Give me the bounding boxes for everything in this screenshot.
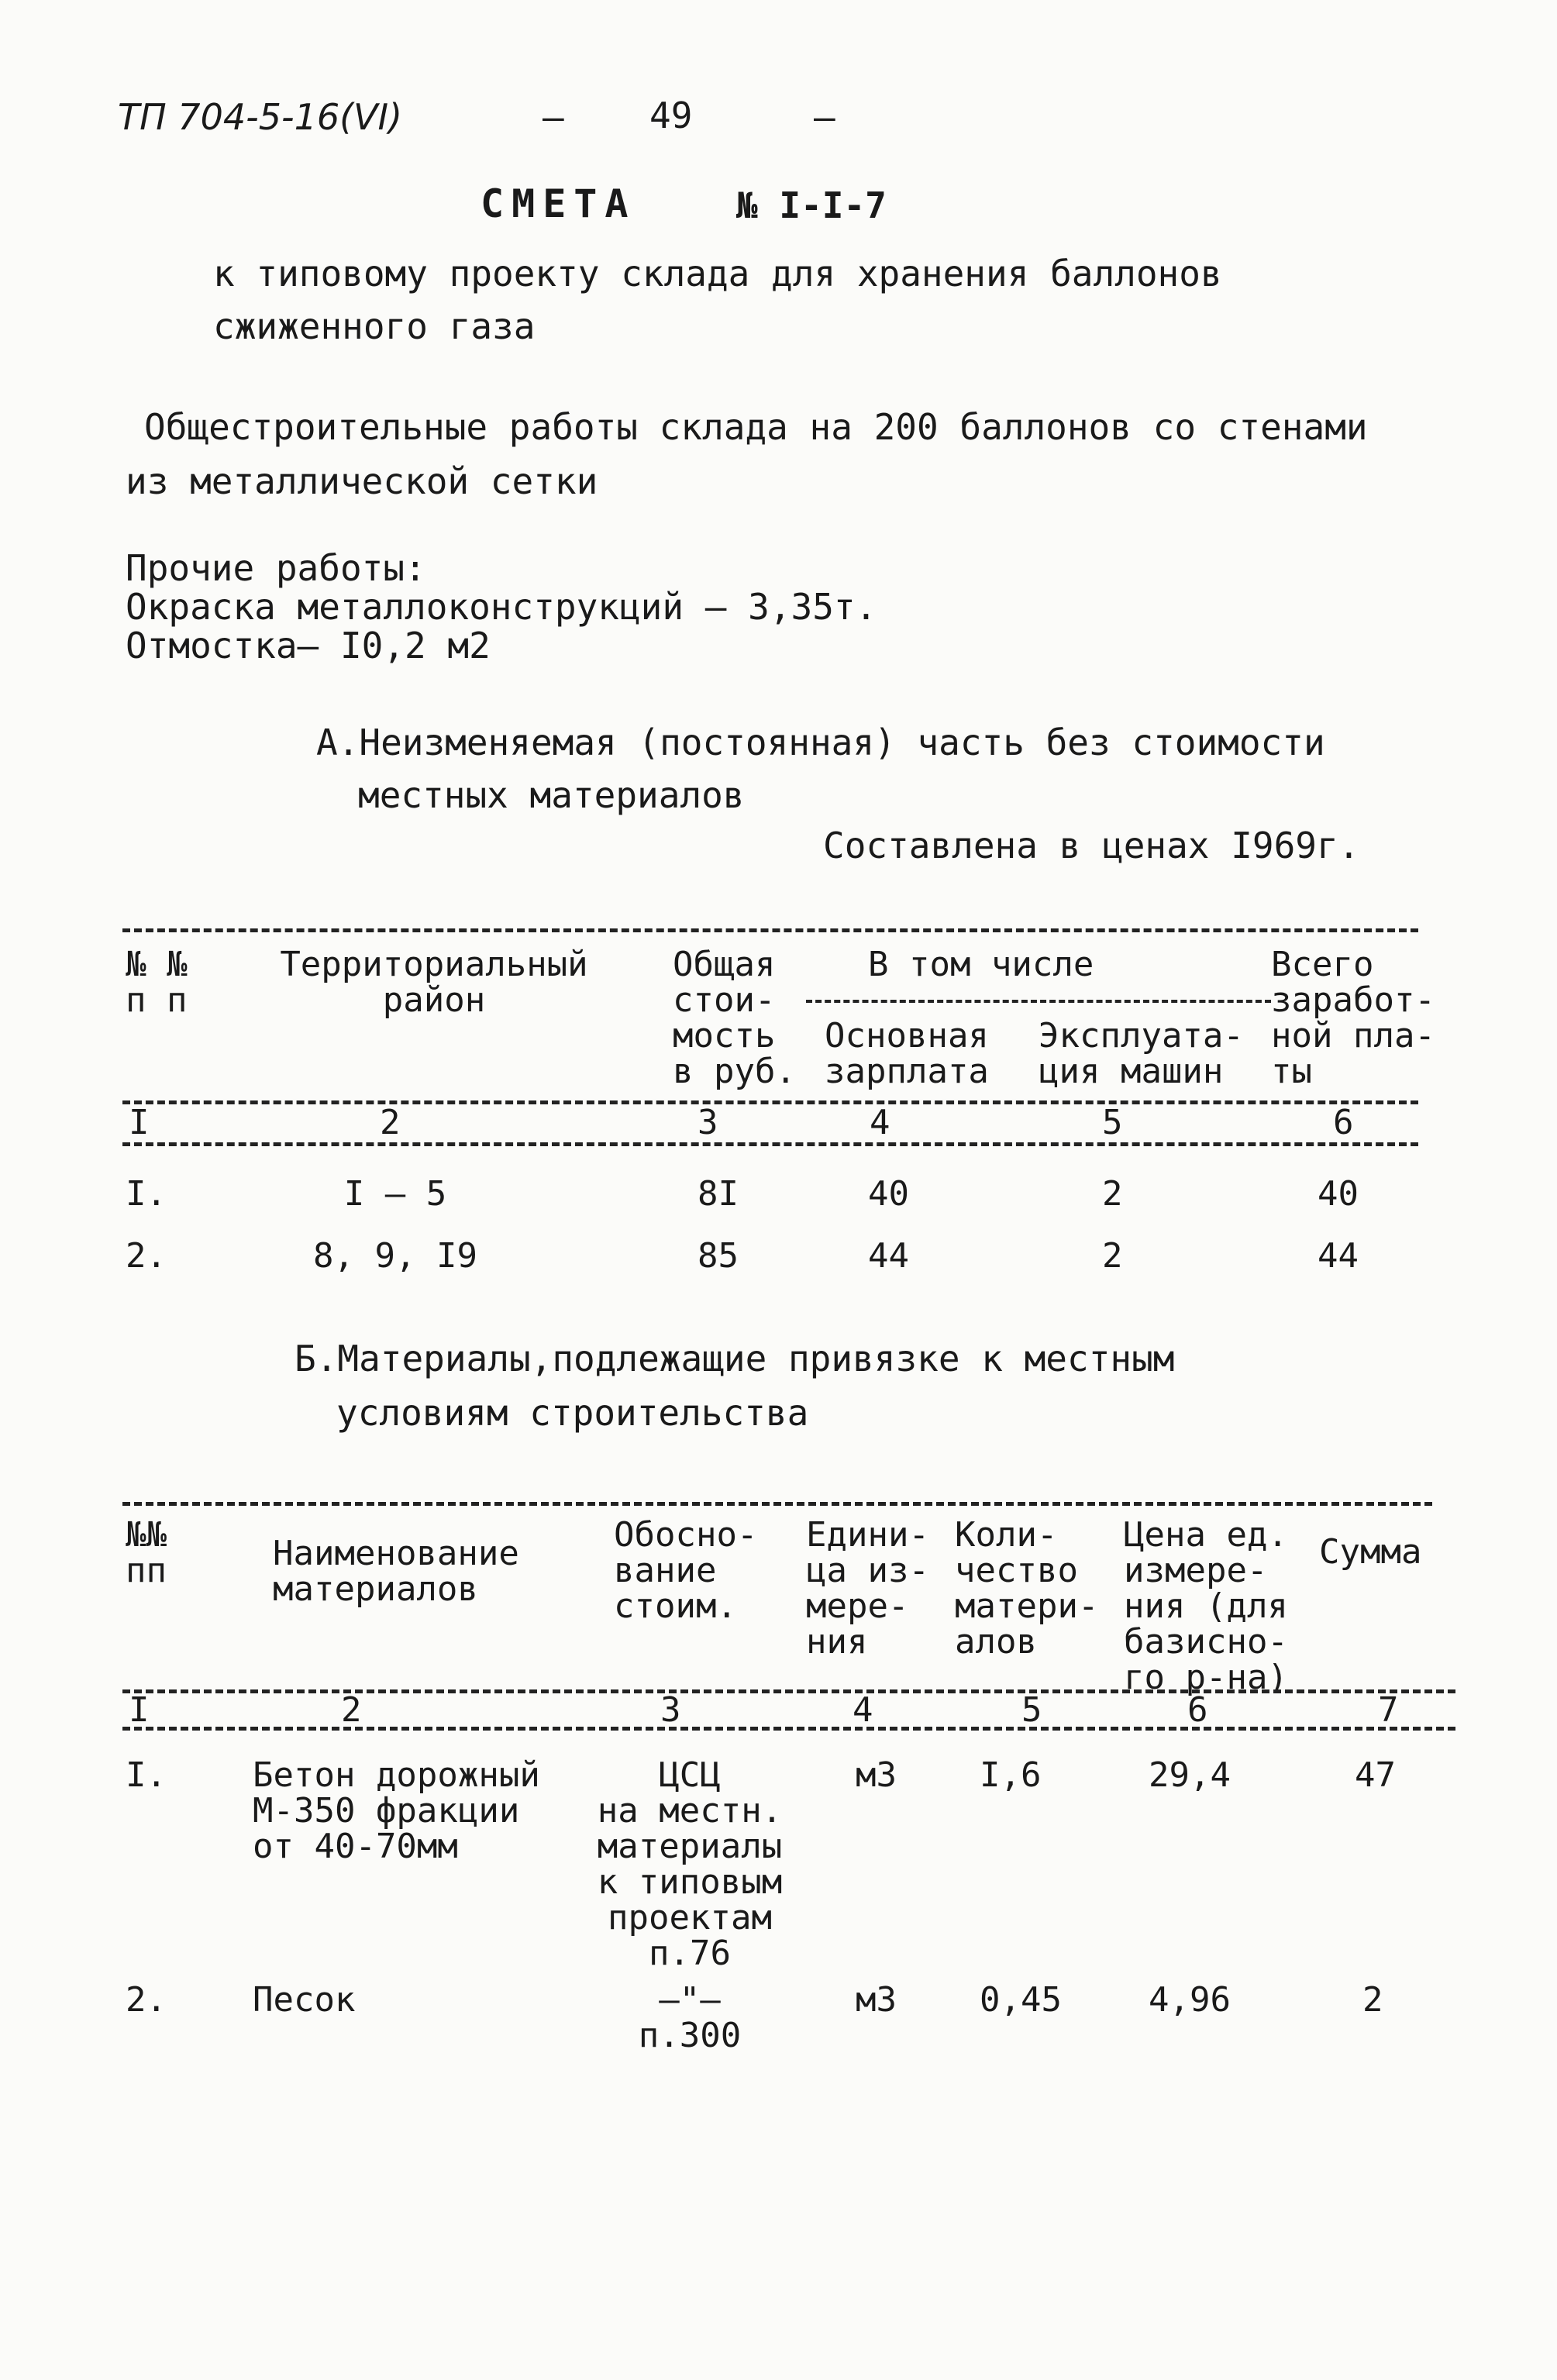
row-sum: 2: [1362, 1980, 1383, 2020]
table-a-header-num: № № п п: [126, 945, 188, 1020]
table-b-header-price: Цена ед. измере- ния (для базисно- го р-на): [1124, 1515, 1288, 1697]
table-b-header-qty: Коли- чество матери- алов: [955, 1515, 1099, 1662]
row-sum: 47: [1355, 1755, 1396, 1795]
works-line-2: из металлической сетки: [126, 460, 598, 502]
section-b-title-line-1: Б.Материалы,подлежащие привязке к местным: [295, 1338, 1175, 1379]
estimate-number: № I-I-7: [736, 184, 887, 226]
table-a-header-region: Территориальный район: [280, 945, 588, 1020]
page-title: СМЕТА: [481, 181, 636, 226]
row-num: I.: [126, 1174, 167, 1214]
page-number: 49: [649, 95, 693, 136]
row-region: 8, 9, I9: [313, 1236, 477, 1276]
row-wages: 44: [1318, 1236, 1359, 1276]
works-line-1: Общестроительные работы склада на 200 баллонов со стенами: [144, 406, 1368, 448]
table-a-colnum-6: 6: [1333, 1103, 1354, 1142]
table-b-colnum-3: 3: [660, 1690, 681, 1730]
row-num: 2.: [126, 1236, 167, 1276]
table-a-colnum-2: 2: [380, 1103, 401, 1142]
table-b-header-basis: Обосно- вание стоим.: [614, 1515, 758, 1626]
subtitle-line-1: к типовому проекту склада для хранения баллонов: [213, 253, 1222, 294]
table-a-header-total: Общая стои- мость в руб.: [673, 945, 796, 1091]
prices-note: Составлена в ценах I969г.: [823, 825, 1360, 866]
table-b-colnum-2: 2: [341, 1690, 362, 1730]
table-b-colnum-7: 7: [1378, 1690, 1399, 1730]
table-b-colnum-6: 6: [1187, 1690, 1208, 1730]
row-machines: 2: [1102, 1174, 1123, 1214]
table-a-header-machines: Эксплуата- ция машин: [1039, 1016, 1244, 1091]
row-unit: м3: [856, 1755, 897, 1795]
table-a-subheader-rule: [806, 1000, 1271, 1003]
row-machines: 2: [1102, 1236, 1123, 1276]
table-a-colnum-5: 5: [1102, 1103, 1123, 1142]
row-price: 29,4: [1149, 1755, 1231, 1795]
row-salary: 40: [868, 1174, 909, 1214]
table-a-header-incl: В том числе: [868, 945, 1094, 984]
table-a-header-rule: [122, 1100, 1418, 1104]
document-code: ТП 704-5-16(VI): [118, 96, 403, 138]
table-a-header-wages: Всего заработ- ной пла- ты: [1271, 945, 1435, 1091]
page-dash-left: –: [543, 96, 564, 138]
table-b-colnum-rule: [122, 1727, 1455, 1731]
section-a-title-line-1: А.Неизменяемая (постоянная) часть без стоимости: [316, 722, 1325, 763]
table-a-header-salary: Основная зарплата: [825, 1016, 989, 1091]
row-name: Песок: [253, 1980, 356, 2020]
section-b-title-line-2: условиям строительства: [336, 1392, 809, 1434]
table-b-header-name: Наименование материалов: [273, 1534, 519, 1609]
table-a-colnum-1: I: [129, 1103, 150, 1142]
table-b-header-sum: Сумма: [1319, 1532, 1422, 1572]
row-unit: м3: [856, 1980, 897, 2020]
table-b-top-rule: [122, 1502, 1432, 1506]
row-salary: 44: [868, 1236, 909, 1276]
row-num: 2.: [126, 1980, 167, 2020]
row-basis: –"– п.300: [638, 1980, 742, 2055]
subtitle-line-2: сжиженного газа: [213, 305, 536, 347]
other-works-label: Прочие работы:: [126, 547, 426, 589]
table-b-colnum-5: 5: [1021, 1690, 1042, 1730]
section-a-title-line-2: местных материалов: [358, 774, 745, 816]
table-b-header-num: №№ пп: [126, 1515, 167, 1590]
row-name: Бетон дорожный М-350 фракции от 40-70мм: [253, 1755, 540, 1866]
row-basis: ЦСЦ на местн. материалы к типовым проектам п.76: [597, 1755, 783, 1973]
table-a-colnum-3: 3: [698, 1103, 718, 1142]
row-qty: I,6: [980, 1755, 1042, 1795]
other-works-item-2: Отмостка– I0,2 м2: [126, 625, 491, 666]
table-b-colnum-4: 4: [853, 1690, 873, 1730]
table-a-colnum-rule: [122, 1142, 1418, 1146]
table-b-header-rule: [122, 1689, 1455, 1693]
table-a-top-rule: [122, 928, 1418, 932]
row-wages: 40: [1318, 1174, 1359, 1214]
row-num: I.: [126, 1755, 167, 1795]
row-qty: 0,45: [980, 1980, 1062, 2020]
row-total: 8I: [698, 1174, 739, 1214]
row-region: I – 5: [343, 1174, 447, 1214]
table-a-colnum-4: 4: [870, 1103, 890, 1142]
row-total: 85: [698, 1236, 739, 1276]
page-dash-right: –: [814, 96, 835, 138]
table-b-header-unit: Едини- ца из- мере- ния: [806, 1515, 929, 1662]
row-price: 4,96: [1149, 1980, 1231, 2020]
table-b-colnum-1: I: [129, 1690, 150, 1730]
other-works-item-1: Окраска металлоконструкций – 3,35т.: [126, 586, 877, 628]
